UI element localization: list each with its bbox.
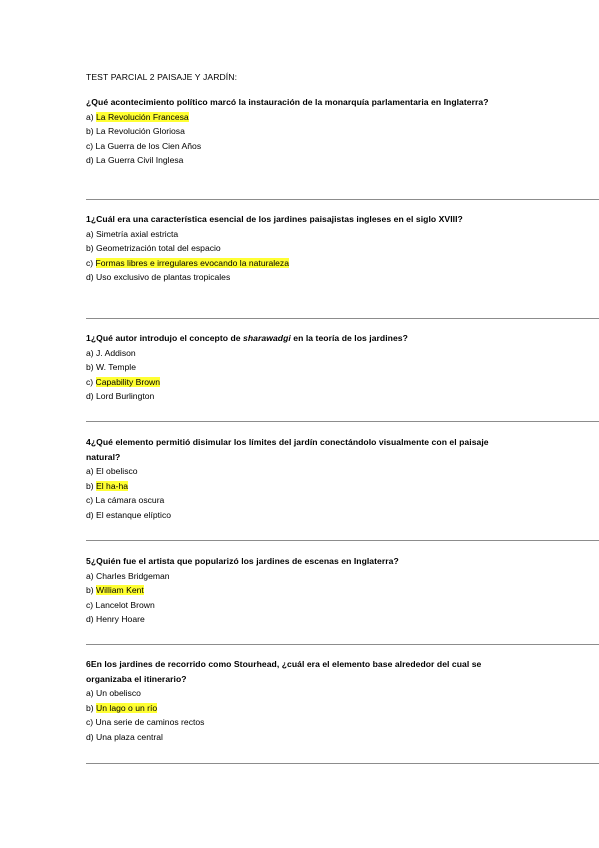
highlighted-answer: Un lago o un río xyxy=(96,702,158,713)
question-block xyxy=(86,212,516,285)
question-text: 1¿Qué autor introdujo el concepto de sharawadgi en la teoría de los jardines? xyxy=(86,333,408,343)
answer-option: b) La Revolución Gloriosa xyxy=(86,126,185,137)
answer-option: a) Simetría axial estricta xyxy=(86,228,179,239)
answer-option: d) Henry Hoare xyxy=(86,614,145,625)
section-divider xyxy=(86,318,599,319)
question-block xyxy=(86,657,516,744)
answer-option: b) El ha-ha xyxy=(86,480,129,491)
answer-option: c) Formas libres e irregulares evocando la naturaleza xyxy=(86,257,290,268)
question-block xyxy=(86,554,516,627)
section-divider xyxy=(86,763,599,764)
answer-option: c) Lancelot Brown xyxy=(86,599,155,610)
section-divider xyxy=(86,540,599,541)
answer-option: a) El obelisco xyxy=(86,466,138,476)
highlighted-answer: La Revolución Francesa xyxy=(96,111,189,122)
answer-option: d) Una plaza central xyxy=(86,731,163,742)
highlighted-answer: Formas libres e irregulares evocando la naturaleza xyxy=(95,257,290,268)
section-divider xyxy=(86,421,599,422)
question-text: 5¿Quién fue el artista que popularizó los jardines de escenas en Inglaterra? xyxy=(86,556,399,566)
answer-option: a) J. Addison xyxy=(86,347,136,358)
answer-option: d) El estanque elíptico xyxy=(86,509,172,520)
answer-option: c) La cámara oscura xyxy=(86,495,165,506)
answer-option: a) Un obelisco xyxy=(86,688,141,698)
section-divider xyxy=(86,644,599,645)
answer-option: b) William Kent xyxy=(86,585,144,596)
question-text: 1¿Cuál era una característica esencial de los jardines paisajistas ingleses en el siglo XVIII? xyxy=(86,214,463,224)
section-divider xyxy=(86,199,599,200)
answer-option: c) La Guerra de los Cien Años xyxy=(86,140,202,151)
answer-option: d) La Guerra Civil Inglesa xyxy=(86,155,184,166)
answer-option: b) Geometrización total del espacio xyxy=(86,243,221,254)
answer-option: d) Uso exclusivo de plantas tropicales xyxy=(86,272,231,283)
answer-option: c) Capability Brown xyxy=(86,376,161,387)
highlighted-answer: William Kent xyxy=(96,585,144,596)
highlighted-answer: El ha-ha xyxy=(96,480,129,491)
highlighted-answer: Capability Brown xyxy=(95,376,161,387)
document-title: TEST PARCIAL 2 PAISAJE Y JARDÍN: xyxy=(86,72,238,82)
answer-option: a) La Revolución Francesa xyxy=(86,111,189,122)
answer-option: b) Un lago o un río xyxy=(86,702,158,713)
question-block xyxy=(86,95,516,168)
question-text: ¿Qué acontecimiento político marcó la instauración de la monarquía parlamentaria en Inglaterra? xyxy=(86,97,489,107)
question-block xyxy=(86,435,516,522)
answer-option: d) Lord Burlington xyxy=(86,391,155,402)
answer-option: c) Una serie de caminos rectos xyxy=(86,717,205,728)
answer-option: b) W. Temple xyxy=(86,362,136,373)
question-text: 4¿Qué elemento permitió disimular los límites del jardín conectándolo visualmente con el paisaje natural? xyxy=(86,437,489,462)
question-block xyxy=(86,331,516,404)
question-text: 6En los jardines de recorrido como Stourhead, ¿cuál era el elemento base alrededor del cual se organizaba el itinerario? xyxy=(86,659,482,684)
answer-option: a) Charles Bridgeman xyxy=(86,570,170,581)
